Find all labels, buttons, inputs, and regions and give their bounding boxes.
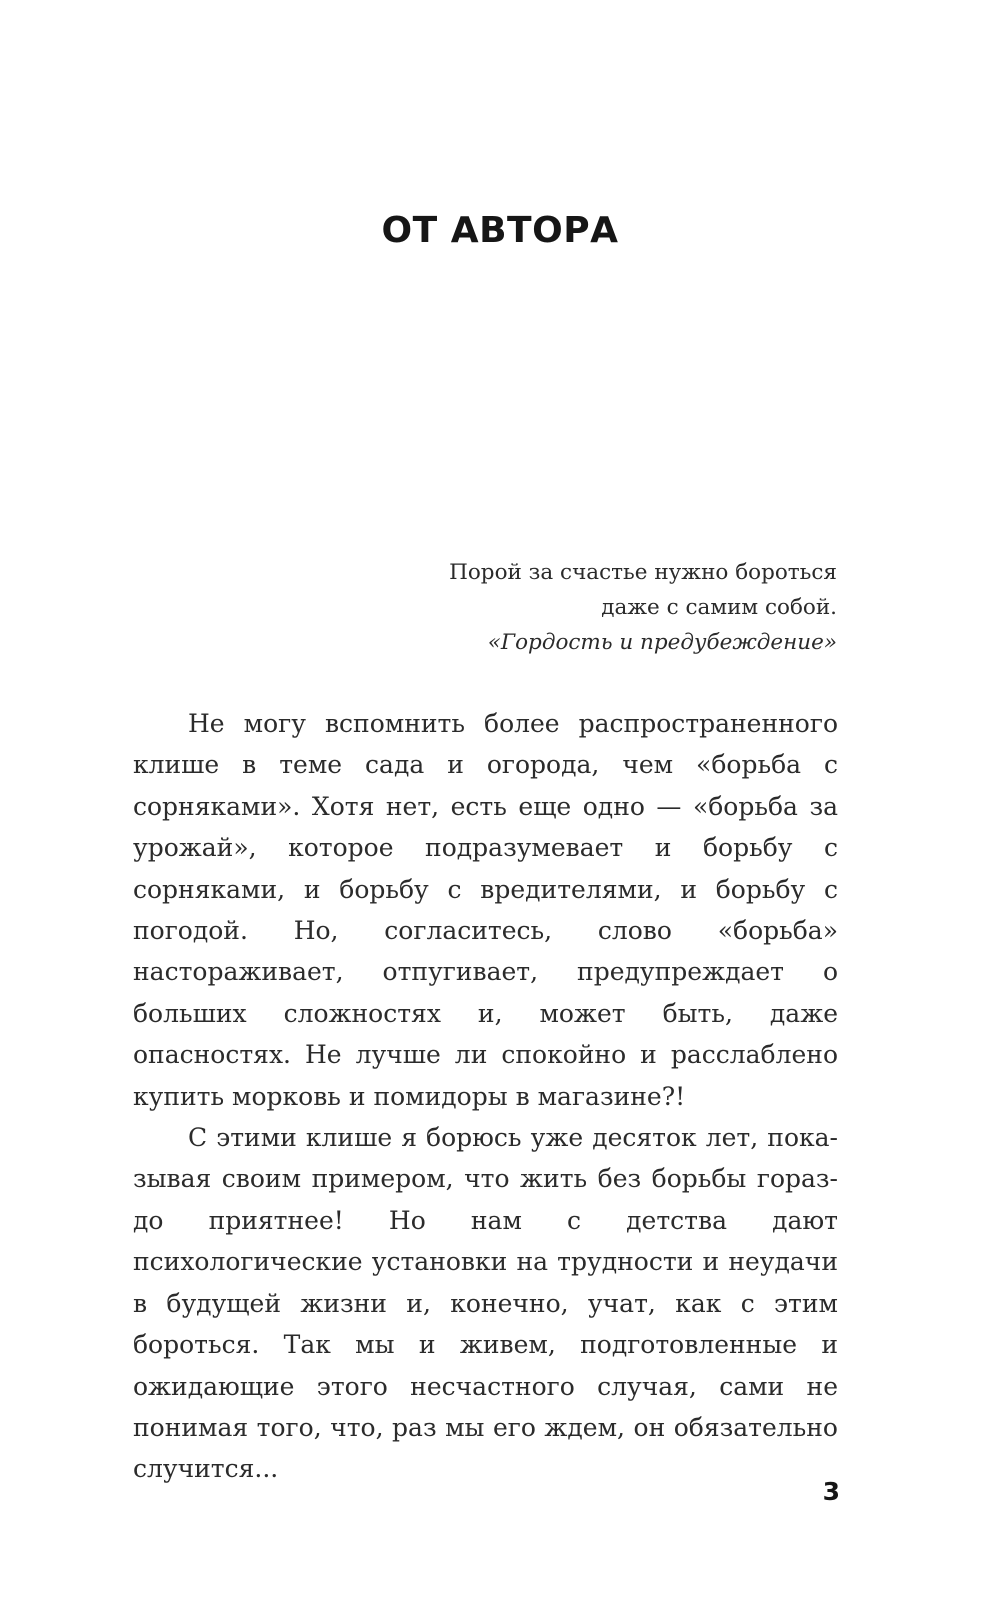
paragraph-2: С этими клише я борюсь уже десяток лет, показывая своим примером, что жить без борьбы гораздо приятнее! Но нам с детства дают психологические установки на трудности и неудачи в будущей жизни и, конечно, учат, как с этим бороться. Так мы и живем, подготовленные и ожидающие этого несчастного случая, сами не понимая того, что, раз мы его ждем, он обязательно случится... xyxy=(133,1123,838,1484)
page-number: 3 xyxy=(822,1477,840,1506)
epigraph-source: «Гордость и предубеждение» xyxy=(487,630,837,655)
chapter-title: ОТ АВТОРА xyxy=(381,210,619,251)
body-text xyxy=(133,703,838,1490)
paragraph-1: Не могу вспомнить более распространенного клише в теме сада и огорода, чем «борьба с сорняками». Хотя нет, есть еще одно — «борьба за урожай», которое подразумевает и борьбу с сорняками, и борьбу с вредителями, и борьбу с погодой. Но, согласитесь, слово «борьба» настораживает, отпугивает, предупреждает о больших сложностях и, может быть, даже опасностях. Не лучше ли спокойно и расслаблено купить морковь и помидоры в магазине?! xyxy=(133,709,838,1111)
epigraph-line-2: даже с самим собой. xyxy=(601,595,837,620)
epigraph-line-1: Порой за счастье нужно бороться xyxy=(449,560,837,585)
epigraph xyxy=(449,555,837,660)
